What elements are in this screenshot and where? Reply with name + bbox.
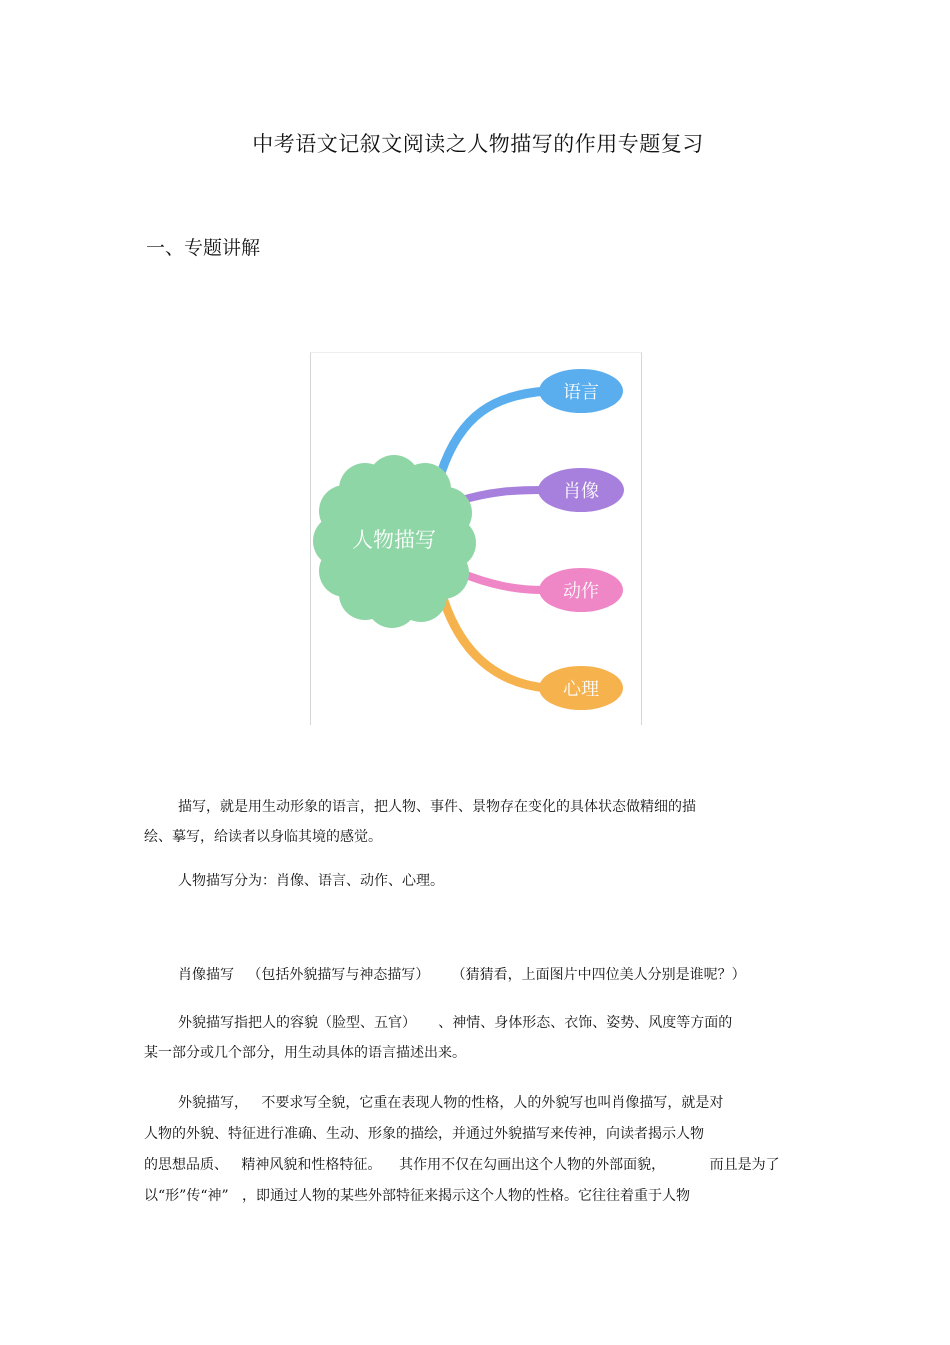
- paragraph-1-line-2: 绘、摹写，给读者以身临其境的感觉。: [144, 829, 382, 845]
- connector-portrait: [459, 490, 543, 501]
- document-title: 中考语文记叙文阅读之人物描写的作用专题复习: [252, 132, 704, 156]
- branch-portrait-label: 肖像: [563, 481, 599, 502]
- section-heading: 一、专题讲解: [146, 237, 261, 259]
- paragraph-2: 人物描写分为：肖像、语言、动作、心理。: [178, 873, 444, 889]
- mind-map-svg: [311, 353, 641, 725]
- paragraph-3: 肖像描写 （包括外貌描写与神态描写） （猜猜看，上面图片中四位美人分别是谁呢？）: [178, 967, 746, 983]
- connector-psychology: [443, 598, 546, 688]
- branch-psychology-label: 心理: [563, 679, 599, 700]
- mind-map-diagram: [310, 352, 642, 725]
- paragraph-1-line-1: 描写，就是用生动形象的语言，把人物、事件、景物存在变化的具体状态做精细的描: [178, 799, 696, 815]
- paragraph-5-line-2: 人物的外貌、特征进行准确、生动、形象的描绘，并通过外貌描写来传神，向读者揭示人物: [144, 1126, 704, 1142]
- paragraph-4-line-2: 某一部分或几个部分，用生动具体的语言描述出来。: [144, 1045, 466, 1061]
- paragraph-5-line-4: 以“形”传“神” ，即通过人物的某些外部特征来揭示这个人物的性格。它往往着重于人物: [144, 1188, 690, 1204]
- connector-language: [441, 391, 546, 473]
- branch-action-label: 动作: [563, 581, 599, 602]
- branch-language-label: 语言: [563, 382, 599, 403]
- paragraph-4-line-1: 外貌描写指把人的容貌（脸型、五官） 、神情、身体形态、衣饰、姿势、风度等方面的: [178, 1015, 733, 1031]
- paragraph-5-line-1: 外貌描写， 不要求写全貌，它重在表现人物的性格，人的外貌写也叫肖像描写，就是对: [178, 1095, 724, 1111]
- connector-action: [461, 573, 543, 590]
- paragraph-5-line-3: 的思想品质、 精神风貌和性格特征。 其作用不仅在勾画出这个人物的外部面貌， 而且是为了: [144, 1157, 780, 1173]
- center-label: 人物描写: [352, 528, 436, 552]
